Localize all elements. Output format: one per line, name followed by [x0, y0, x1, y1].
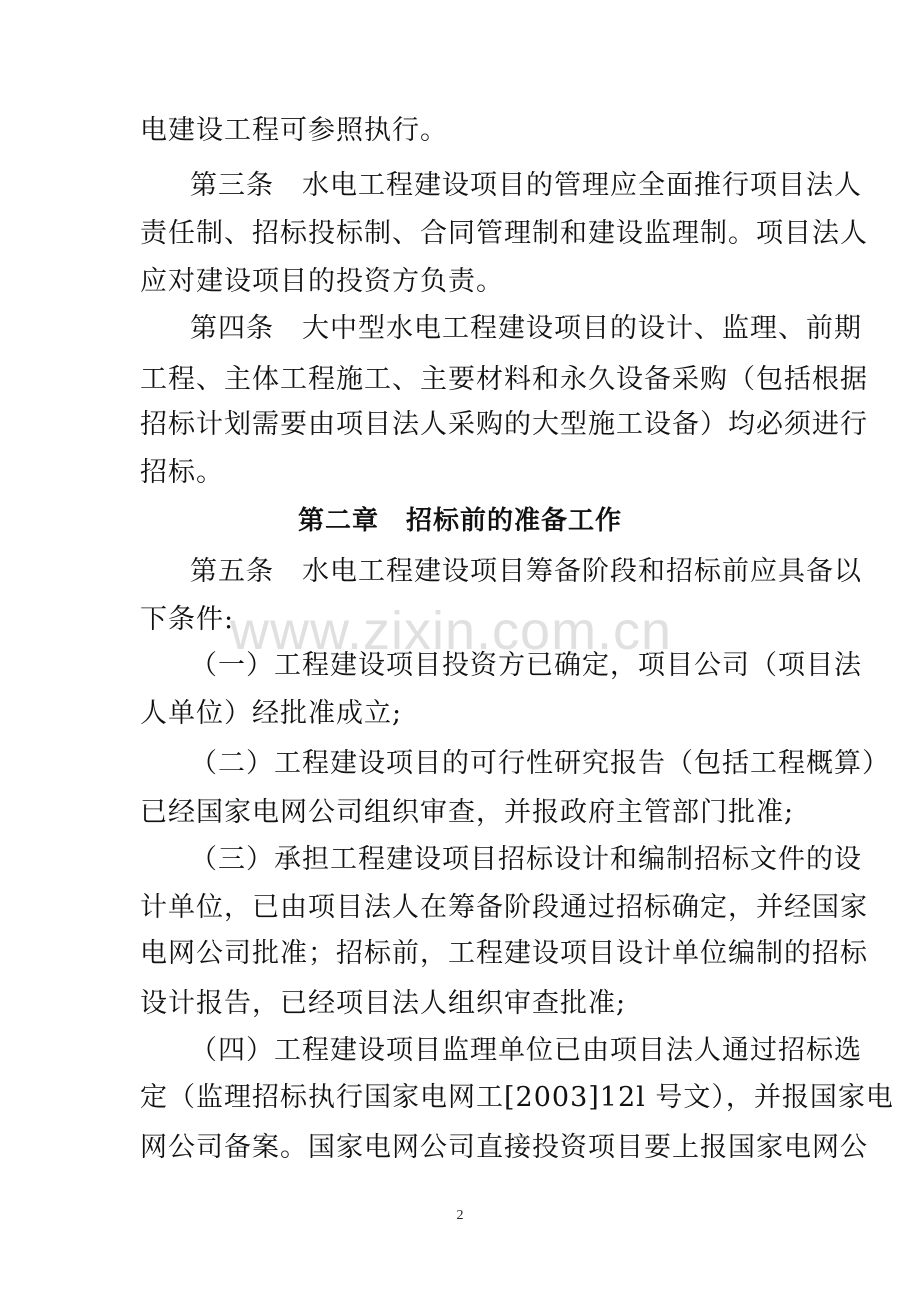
text-line: 网公司备案。国家电网公司直接投资项目要上报国家电网公	[140, 1132, 868, 1163]
text-line: 招标计划需要由项目法人采购的大型施工设备）均必须进行	[140, 409, 868, 440]
text-line: （三）承担工程建设项目招标设计和编制招标文件的设	[190, 844, 862, 875]
chapter-heading: 第二章 招标前的准备工作	[297, 506, 622, 536]
text-line: （二）工程建设项目的可行性研究报告（包括工程概算）	[190, 748, 890, 779]
text-line: 应对建设项目的投资方负责。	[140, 266, 504, 297]
text-line: 第四条 大中型水电工程建设项目的设计、监理、前期	[190, 313, 862, 344]
text-line: 工程、主体工程施工、主要材料和永久设备采购（包括根据	[140, 364, 868, 395]
page-number: 2	[456, 1208, 464, 1223]
text-line: 下条件:	[140, 604, 235, 635]
text-line: 第五条 水电工程建设项目筹备阶段和招标前应具备以	[190, 556, 862, 587]
text-line: 已经国家电网公司组织审查，并报政府主管部门批准;	[140, 797, 795, 828]
text-line: 人单位）经批准成立;	[140, 698, 403, 729]
text-line: 设计报告，已经项目法人组织审查批准;	[140, 988, 627, 1019]
text-line: 电网公司批准；招标前，工程建设项目设计单位编制的招标	[140, 938, 868, 969]
text-line: 计单位，已由项目法人在筹备阶段通过招标确定，并经国家	[140, 892, 868, 923]
text-line: 定（监理招标执行国家电网工[2003]12l 号文），并报国家电	[140, 1082, 894, 1113]
text-line: 责任制、招标投标制、合同管理制和建设监理制。项目法人	[140, 218, 868, 249]
text-line: 第三条 水电工程建设项目的管理应全面推行项目法人	[190, 170, 862, 201]
text-line: 电建设工程可参照执行。	[140, 115, 448, 146]
text-line: （四）工程建设项目监理单位已由项目法人通过招标选	[190, 1035, 862, 1066]
text-line: （一）工程建设项目投资方已确定，项目公司（项目法	[190, 650, 862, 681]
watermark: www.zixin.com.cn	[230, 601, 673, 661]
text-line: 招标。	[140, 457, 224, 488]
